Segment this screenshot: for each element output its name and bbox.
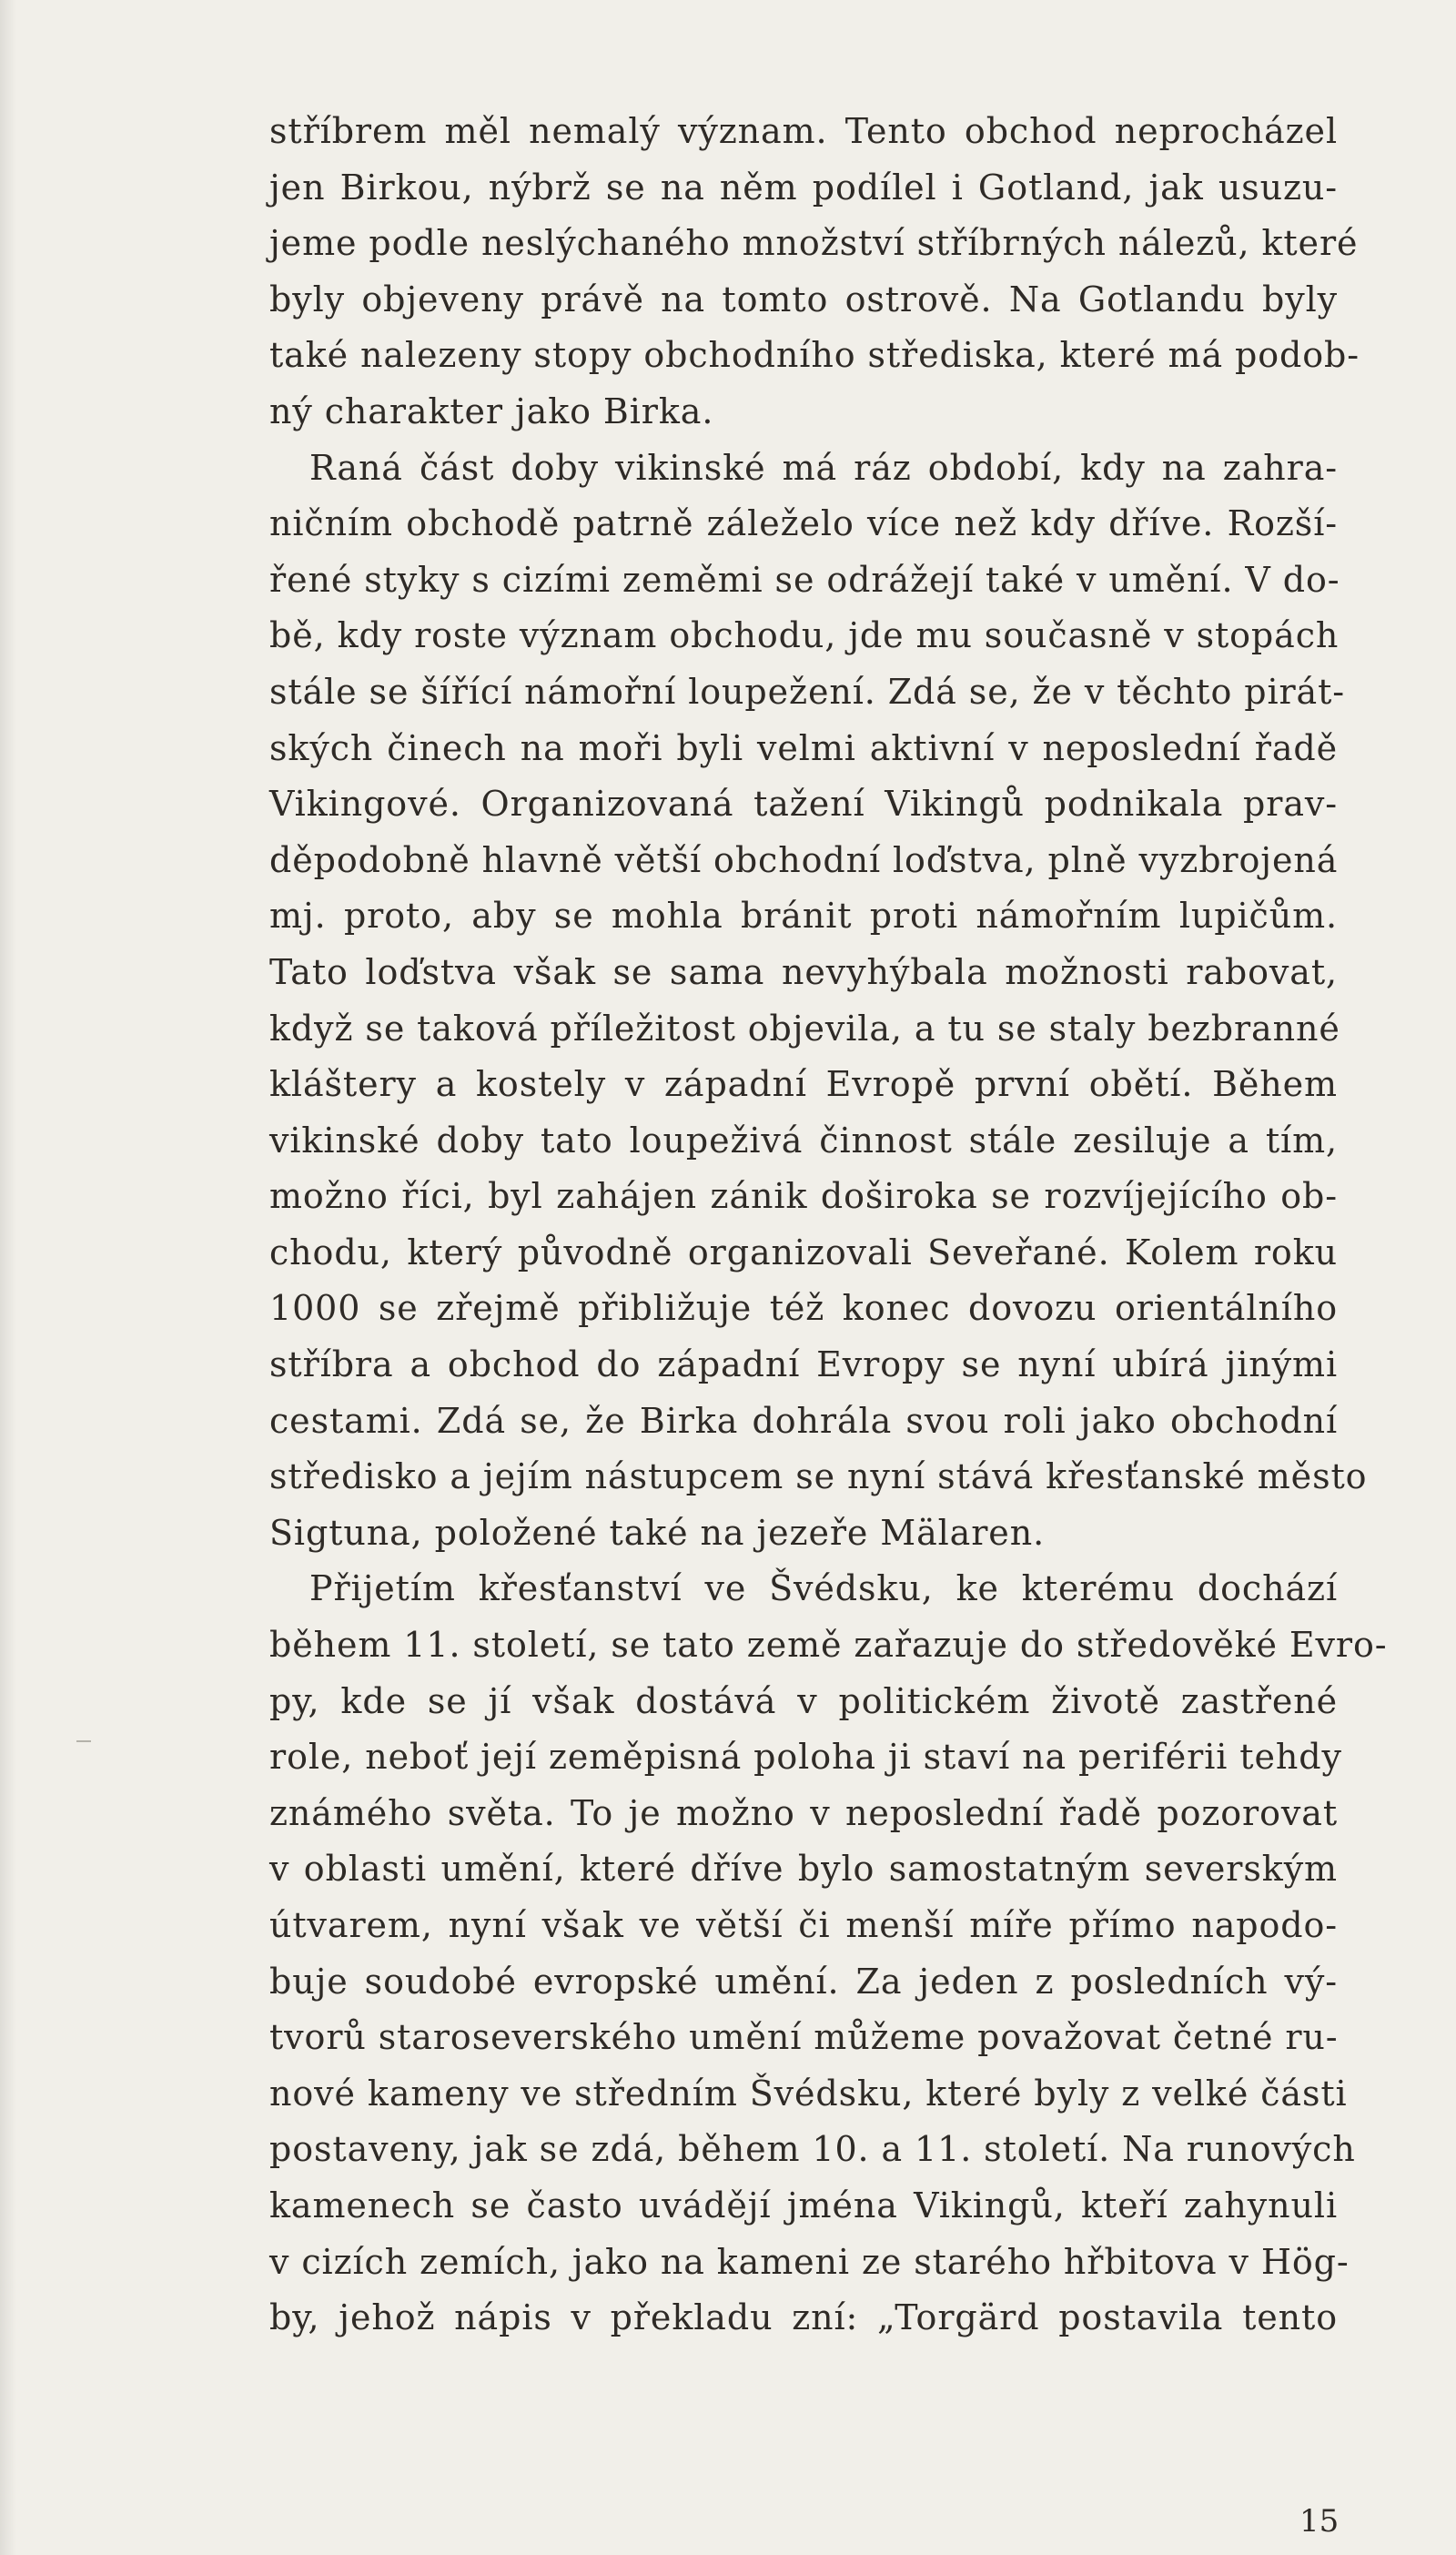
text-line: kláštery a kostely v západní Evropě první obětí. Během [269,1064,1338,1105]
text-line: Vikingové. Organizovaná tažení Vikingů podnikala prav- [269,784,1338,825]
text-line: také nalezeny stopy obchodního střediska, které má podob- [269,335,1360,376]
text-line: tvorů staroseverského umění můžeme považovat četné ru- [269,2017,1339,2058]
text-line: nové kameny ve středním Švédsku, které byly z velké části [269,2073,1348,2114]
text-line: Tato loďstva však se sama nevyhýbala možnosti rabovat, [269,951,1338,992]
text-line: 1000 se zřejmě přibližuje též konec dovozu orientálního [269,1288,1338,1329]
text-line: postaveny, jak se zdá, během 10. a 11. století. Na runových [269,2129,1356,2170]
margin-mark [76,1740,91,1742]
text-line: když se taková příležitost objevila, a tu se staly bezbranné [269,1008,1340,1049]
text-line: ničním obchodě patrně záleželo více než kdy dříve. Rozší- [269,503,1338,544]
text-line: známého světa. To je možno v neposlední řadě pozorovat [269,1792,1338,1833]
text-line: děpodobně hlavně větší obchodní loďstva, plně vyzbrojená [269,839,1339,880]
text-line: možno říci, byl zahájen zánik doširoka se rozvíjejícího ob- [269,1176,1338,1217]
text-line: stříbra a obchod do západní Evropy se nyní ubírá jinými [269,1344,1338,1385]
page-edge-shadow [0,0,16,2555]
text-line: útvarem, nyní však ve větší či menší míře přímo napodo- [269,1905,1338,1945]
text-line: jeme podle neslýchaného množství stříbrných nálezů, které [269,223,1359,264]
text-line: py, kde se jí však dostává v politickém životě zastřené [269,1680,1338,1721]
text-line: vikinské doby tato loupeživá činnost stále zesiluje a tím, [269,1120,1338,1161]
text-line: cestami. Zdá se, že Birka dohrála svou roli jako obchodní [269,1400,1338,1441]
text-line: byly objeveny právě na tomto ostrově. Na Gotlandu byly [269,279,1338,319]
text-line: by, jehož nápis v překladu zní: „Torgärd postavila tento [269,2297,1338,2338]
page-number: 15 [1299,2503,1340,2540]
text-line: jen Birkou, nýbrž se na něm podílel i Gotland, jak usuzu- [269,167,1338,208]
text-line: kamenech se často uvádějí jména Vikingů, kteří zahynuli [269,2185,1338,2225]
body-text [269,104,1388,2347]
text-line: role, neboť její zeměpisná poloha ji staví na periférii tehdy [269,1737,1342,1778]
text-line: v cizích zemích, jako na kameni ze starého hřbitova v Hög- [269,2241,1350,2282]
text-line: mj. proto, aby se mohla bránit proti námořním lupičům. [269,896,1338,937]
text-line: stříbrem měl nemalý význam. Tento obchod neprocházel [269,111,1338,151]
text-line: ný charakter jako Birka. [269,390,714,431]
text-line: ských činech na moři byli velmi aktivní v neposlední řadě [269,727,1338,768]
text-line: Přijetím křesťanství ve Švédsku, ke kterému dochází [309,1568,1338,1609]
text-line: v oblasti umění, které dříve bylo samostatným severským [269,1849,1338,1890]
text-line: Raná část doby vikinské má ráz období, kdy na zahra- [309,447,1338,488]
text-line: řené styky s cizími zeměmi se odrážejí také v umění. V do- [269,559,1340,600]
text-line: během 11. století, se tato země zařazuje do středověké Evro- [269,1625,1388,1666]
text-line: bě, kdy roste význam obchodu, jde mu současně v stopách [269,615,1340,656]
text-line: Sigtuna, položené také na jezeře Mälaren. [269,1512,1046,1553]
text-line: buje soudobé evropské umění. Za jeden z posledních vý- [269,1961,1338,2002]
text-line: středisko a jejím nástupcem se nyní stává křesťanské město [269,1456,1368,1497]
text-line: chodu, který původně organizovali Seveřané. Kolem roku [269,1232,1338,1272]
text-line: stále se šířící námořní loupežení. Zdá se, že v těchto pirát- [269,671,1346,712]
